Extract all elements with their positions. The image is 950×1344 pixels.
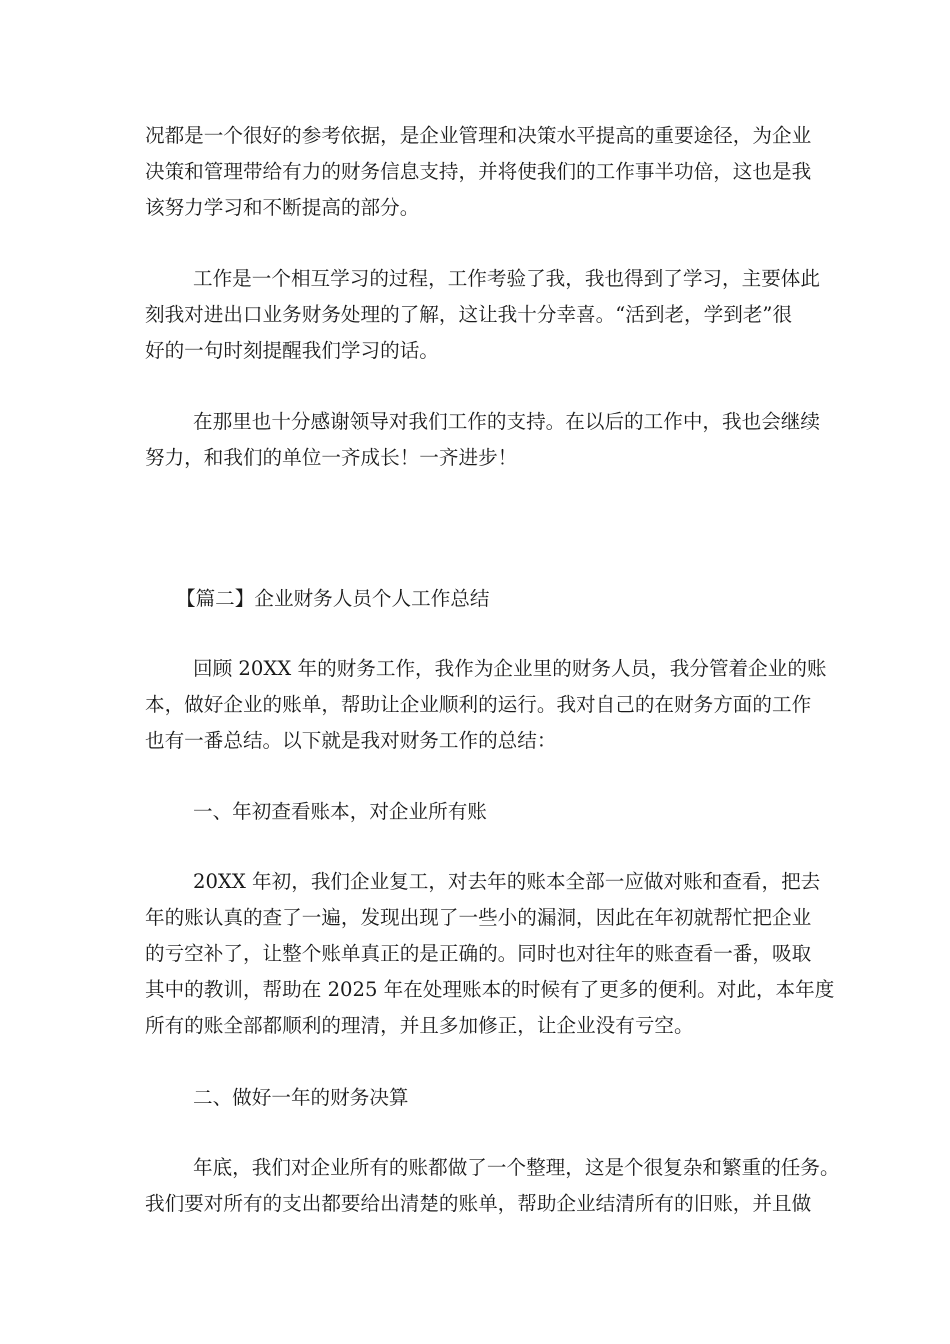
- text-line: 我们要对所有的支出都要给出清楚的账单，帮助企业结清所有的旧账，并且做: [145, 1192, 812, 1215]
- text-line: 本，做好企业的账单，帮助让企业顺利的运行。我对自己的在财务方面的工作: [145, 693, 812, 716]
- text-line: 况都是一个很好的参考依据，是企业管理和决策水平提高的重要途径，为企业: [145, 124, 812, 147]
- text-line: 回顾 20XX 年的财务工作，我作为企业里的财务人员，我分管着企业的账: [193, 657, 827, 680]
- text-line: 的亏空补了，让整个账单真正的是正确的。同时也对往年的账查看一番，吸取: [145, 942, 812, 965]
- text-line: 决策和管理带给有力的财务信息支持，并将使我们的工作事半功倍，这也是我: [145, 160, 812, 183]
- text-line: 年底，我们对企业所有的账都做了一个整理，这是个很复杂和繁重的任务。: [193, 1156, 840, 1179]
- section-heading: 【篇二】企业财务人员个人工作总结: [176, 587, 490, 610]
- text-line: 也有一番总结。以下就是我对财务工作的总结：: [145, 729, 557, 752]
- text-line: 该努力学习和不断提高的部分。: [145, 196, 420, 219]
- text-line: 其中的教训，帮助在 2025 年在处理账本的时候有了更多的便利。对此，本年度: [145, 978, 835, 1001]
- text-line: 刻我对进出口业务财务处理的了解，这让我十分幸喜。“活到老，学到老”很: [145, 303, 793, 326]
- text-line: 在那里也十分感谢领导对我们工作的支持。在以后的工作中，我也会继续: [193, 410, 820, 433]
- text-line: 努力，和我们的单位一齐成长！一齐进步！: [145, 446, 518, 469]
- subsection-heading: 二、做好一年的财务决算: [193, 1086, 409, 1109]
- text-line: 好的一句时刻提醒我们学习的话。: [145, 339, 439, 362]
- text-line: 工作是一个相互学习的过程，工作考验了我，我也得到了学习，主要体此: [193, 267, 820, 290]
- text-line: 年的账认真的查了一遍，发现出现了一些小的漏洞，因此在年初就帮忙把企业: [145, 906, 812, 929]
- subsection-heading: 一、年初查看账本，对企业所有账: [193, 800, 487, 823]
- text-line: 20XX 年初，我们企业复工，对去年的账本全部一应做对账和查看，把去: [193, 870, 821, 893]
- text-line: 所有的账全部都顺利的理清，并且多加修正，让企业没有亏空。: [145, 1014, 694, 1037]
